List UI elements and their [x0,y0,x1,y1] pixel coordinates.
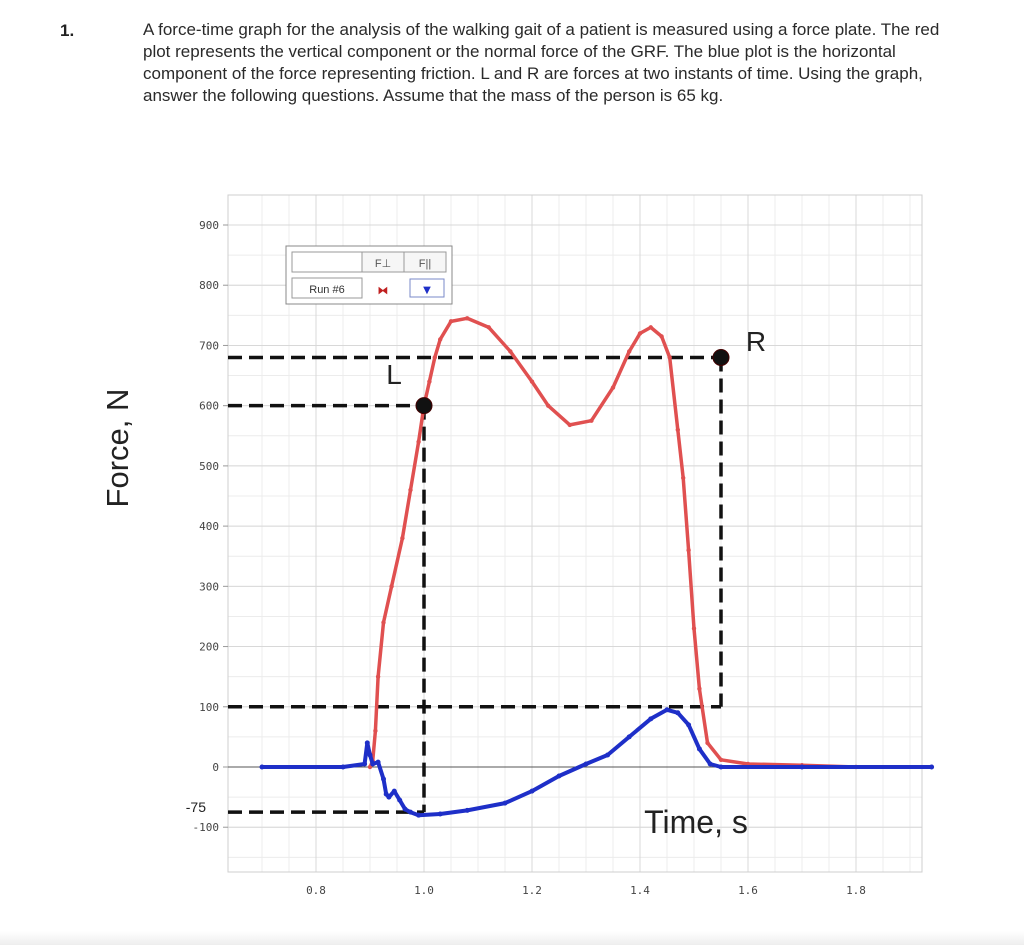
series-point-parallel [929,765,934,770]
series-point-perpendicular [389,584,393,588]
series-point-perpendicular [697,687,701,691]
series-point-perpendicular [659,334,663,338]
series-point-perpendicular [627,349,631,353]
bottom-fade [0,931,1024,945]
y-tick-label: -100 [192,821,219,835]
series-point-perpendicular [692,626,696,630]
series-point-perpendicular [381,620,385,624]
series-point-parallel [800,765,805,770]
point-R-label: R [745,326,767,357]
x-tick-label: 1.6 [738,884,758,897]
series-point-parallel [627,734,632,739]
series-point-parallel [648,716,653,721]
x-tick-label: 1.0 [414,884,434,897]
x-tick-label: 0.8 [306,884,326,897]
series-point-parallel [686,722,691,727]
series-point-parallel [408,810,413,815]
series-point-perpendicular [546,403,550,407]
y-tick-label: 400 [199,520,219,534]
series-point-perpendicular [681,476,685,480]
series-point-perpendicular [638,331,642,335]
series-point-perpendicular [705,741,709,745]
x-tick-label: 1.8 [846,884,866,897]
y-tick-label: 200 [199,640,219,654]
legend-box [286,246,452,304]
series-point-parallel [557,774,562,779]
series-point-parallel [719,765,724,770]
series-point-perpendicular [433,355,437,359]
series-point-parallel [386,795,391,800]
series-point-perpendicular [487,325,491,329]
series-line-parallel [262,710,932,815]
series-point-parallel [503,801,508,806]
y-tick-label: 300 [199,580,219,594]
question-text: A force-time graph for the analysis of the walking gait of a patient is measured using a force plate. The red plot represents the vertical component or the normal force of the GRF. The blue plot is the horizontal component of the force representing friction. L and R are forces at two instants of time. Using the graph, answer the following questions. Assume that the mass of the person is 65 kg. [143,20,940,105]
series-point-perpendicular [508,349,512,353]
series-point-parallel [403,807,408,812]
series-point-parallel [397,798,402,803]
series-point-parallel [530,789,535,794]
series-point-parallel [708,761,713,766]
legend-parallel-label: F|| [418,258,432,270]
series-point-perpendicular [465,316,469,320]
x-tick-label: 1.2 [522,884,542,897]
minus-75-label: -75 [185,799,206,815]
series-point-perpendicular [376,674,380,678]
series-point-parallel [341,765,346,770]
series-point-perpendicular [686,548,690,552]
series-point-parallel [260,765,265,770]
chevron-down-icon: ▼ [423,285,431,296]
y-tick-label: 100 [199,700,219,714]
reference-lines [228,357,721,812]
series-point-parallel [376,760,381,765]
series-point-parallel [465,808,470,813]
y-axis-label: Force, N [100,388,135,508]
y-tick-label: 600 [199,399,219,413]
series-point-parallel [392,789,397,794]
x-tick-label: 1.4 [630,884,650,897]
series-point-parallel [438,811,443,816]
series-line-perpendicular [370,318,932,767]
question-number: 1. [60,21,75,40]
series-point-parallel [368,752,373,757]
marked-point-L [416,398,432,414]
x-axis-label: Time, s [644,804,748,840]
series-point-parallel [416,813,421,818]
series-point-perpendicular [373,729,377,733]
series-point-parallel [697,746,702,751]
y-tick-label: 800 [199,279,219,293]
y-tick-label: 500 [199,459,219,473]
series-group [260,316,935,818]
y-tick-label: 900 [199,219,219,232]
legend-run-label: Run #6 [309,284,345,296]
series-point-parallel [675,710,680,715]
series-point-perpendicular [427,379,431,383]
series-point-perpendicular [408,488,412,492]
y-tick-label: 700 [199,339,219,353]
series-point-parallel [362,761,367,766]
marked-point-R [713,349,729,365]
series-point-parallel [370,761,375,766]
y-tick-label: 0 [212,761,219,774]
series-point-parallel [665,707,670,712]
series-point-parallel [584,761,589,766]
series-point-parallel [365,740,370,745]
series-point-perpendicular [438,337,442,341]
legend-perp-label: F⊥ [374,258,392,270]
series-point-parallel [605,752,610,757]
legend-red-marker-icon: ⧓ [377,284,389,297]
series-point-perpendicular [676,428,680,432]
series-point-perpendicular [668,355,672,359]
series-point-perpendicular [400,536,404,540]
legend-input-box[interactable] [292,252,362,272]
series-point-perpendicular [611,385,615,389]
series-point-parallel [381,777,386,782]
series-point-perpendicular [719,758,723,762]
series-point-perpendicular [649,325,653,329]
series-point-perpendicular [416,440,420,444]
point-L-label: L [386,359,402,390]
chart-ticks [193,219,866,897]
series-point-perpendicular [589,419,593,423]
series-point-perpendicular [568,423,572,427]
series-point-perpendicular [530,379,534,383]
series-point-perpendicular [449,319,453,323]
